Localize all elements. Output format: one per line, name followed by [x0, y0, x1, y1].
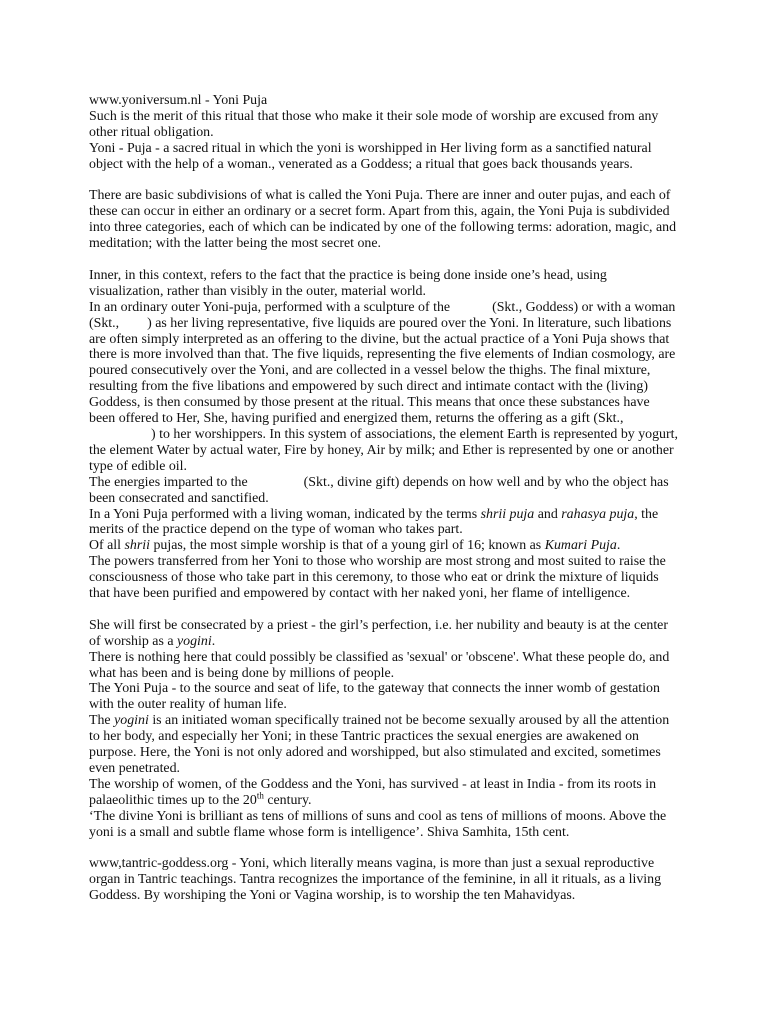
outer-text-a: In an ordinary outer Yoni-puja, performed with a sculpture of the: [89, 299, 451, 315]
of-all-end: .: [616, 538, 621, 554]
superscript-th: th: [256, 790, 264, 801]
quote-text: ‘The divine Yoni is brilliant as tens of millions of suns and cool as tens of millions of moons. Above the yoni is a small and subtle flame whose form is intelligence’.: [89, 808, 667, 840]
consecrated-text: She will first be consecrated by a priest - the girl’s perfection, i.e. her nubility and beauty is at the center of worship as a: [89, 617, 668, 649]
term-yogini: yogini: [176, 633, 212, 649]
paragraph-yoni-puja-definition: Yoni - Puja - a sacred ritual in which the yoni is worshipped in Her living form as a sanctified natural object with the help of a woman., venerated as a Goddess; a ritual that goes back thousands years.: [89, 140, 652, 172]
yogini-text-b: is an initiated woman specifically trained not be become sexually aroused by all the attention to her body, and especially her Yoni; in these Tantric practices the sexual energies are awakened on purpose. Here, the Yoni is not only adored and worshipped, but also stimulated and excited, sometimes even penetrated.: [89, 713, 670, 777]
of-all-text-b: pujas, the most simple worship is that of a young girl of 16; known as: [153, 538, 542, 554]
paragraph-subdivisions: There are basic subdivisions of what is called the Yoni Puja. There are inner and outer pujas, and each of these can occur in either an ordinary or a secret form. Apart from this, again, the Yoni Puja is subdivided into three categories, each of which can be indicated by one of the following terms: adoration, magic, and meditation; with the latter being the most secret one.: [89, 188, 677, 252]
paragraph-consecrated: [89, 618, 679, 650]
yogini-text-a: The: [89, 713, 111, 729]
paragraph-worship-of-women: [89, 777, 679, 809]
term-kumari-puja: Kumari Puja: [544, 538, 617, 554]
outer-text-c: ) as her living representative, five liquids are poured over the Yoni. In literature, such libations are often simply interpreted as an offering to the divine, but the actual practice of a Yoni Puja shows that there is more involved than that. The five liquids, representing the five elements of Indian cosmology, are poured consecutively over the Yoni, and are collected in a vessel below the thighs. The final mixture, resulting from the five libations and empowered by such direct and intimate contact with the (living) Goddess, is then consumed by those present at the ritual. This means that once these substances have been offered to Her, She, having purified and energized them, returns the offering as a gift (Skt.,: [89, 315, 676, 427]
term-shrii-puja: shrii puja: [480, 506, 535, 522]
paragraph-gap: [89, 173, 679, 189]
paragraph-powers: The powers transferred from her Yoni to those who worship are most strong and most suited to raise the consciousness of those who take part in this ceremony, to those who eat or drink the mixture of liquids that have been purified and empowered by contact with her naked yoni, her flame of intelligence.: [89, 554, 666, 602]
paragraph-inner: Inner, in this context, refers to the fact that the practice is being done inside one’s head, using visualization, rather than visibly in the outer, material world.: [89, 267, 607, 299]
paragraph-quote: [89, 809, 679, 841]
paragraph-tantric-goddess: www,tantric-goddess.org - Yoni, which literally means vagina, is more than just a sexual reproductive organ in Tantric teachings. Tantra recognizes the importance of the feminine, in all it rituals, as a living Goddess. By worshiping the Yoni or Vagina worship, is to worship the ten Mahavidyas.: [89, 856, 662, 904]
paragraph-source-of-life: The Yoni Puja - to the source and seat of life, to the gateway that connects the inner womb of gestation with the outer reality of human life.: [89, 681, 660, 713]
document-body: [89, 93, 679, 904]
consecrated-end: .: [211, 633, 216, 649]
term-rahasya-puja: rahasya puja: [561, 506, 635, 522]
term-yogini: yogini: [114, 713, 149, 729]
quote-citation: Shiva Samhita, 15th cent.: [426, 824, 570, 840]
living-text-a: In a Yoni Puja performed with a living woman, indicated by the terms: [89, 506, 478, 522]
of-all-text-a: Of all: [89, 538, 122, 554]
energies-text-b: (Skt., divine gift) depends on how well and by who the object has been consecrated and sanctified.: [89, 474, 669, 506]
worship-text-a: The worship of women, of the Goddess and the Yoni, has survived - at least in India - from its roots in palaeolithic times up to the 20: [89, 776, 657, 808]
energies-text-a: The energies imparted to the: [89, 474, 248, 490]
paragraph-outer-puja: [89, 300, 679, 475]
paragraph-living-woman: [89, 507, 679, 539]
outer-text-d: ) to her worshippers. In this system of associations, the element Earth is represented by yogurt, the element Water by actual water, Fire by honey, Air by milk; and Ether is represented by one or another type of edible oil.: [89, 427, 678, 474]
paragraph-nothing-sexual: There is nothing here that could possibly be classified as 'sexual' or 'obscene'. What these people do, and what has been and is being done by millions of people.: [89, 649, 670, 681]
paragraph-merit: Such is the merit of this ritual that those who make it their sole mode of worship are excused from any other ritual obligation.: [89, 108, 659, 140]
outer-text-b: (Skt., Goddess) or with a woman (Skt.,: [89, 299, 676, 331]
source-line-yoniversum: www.yoniversum.nl - Yoni Puja: [89, 93, 268, 108]
paragraph-gap: [89, 841, 679, 857]
paragraph-energies: [89, 475, 679, 507]
living-text-b: , the merits of the practice depend on the type of woman who takes part.: [89, 506, 659, 538]
paragraph-gap: [89, 252, 679, 268]
term-shrii: shrii: [124, 538, 150, 554]
paragraph-gap: [89, 602, 679, 618]
paragraph-yogini: [89, 713, 679, 777]
living-and: and: [537, 506, 558, 522]
paragraph-of-all-shrii: [89, 538, 679, 554]
worship-text-b: century.: [267, 792, 312, 808]
